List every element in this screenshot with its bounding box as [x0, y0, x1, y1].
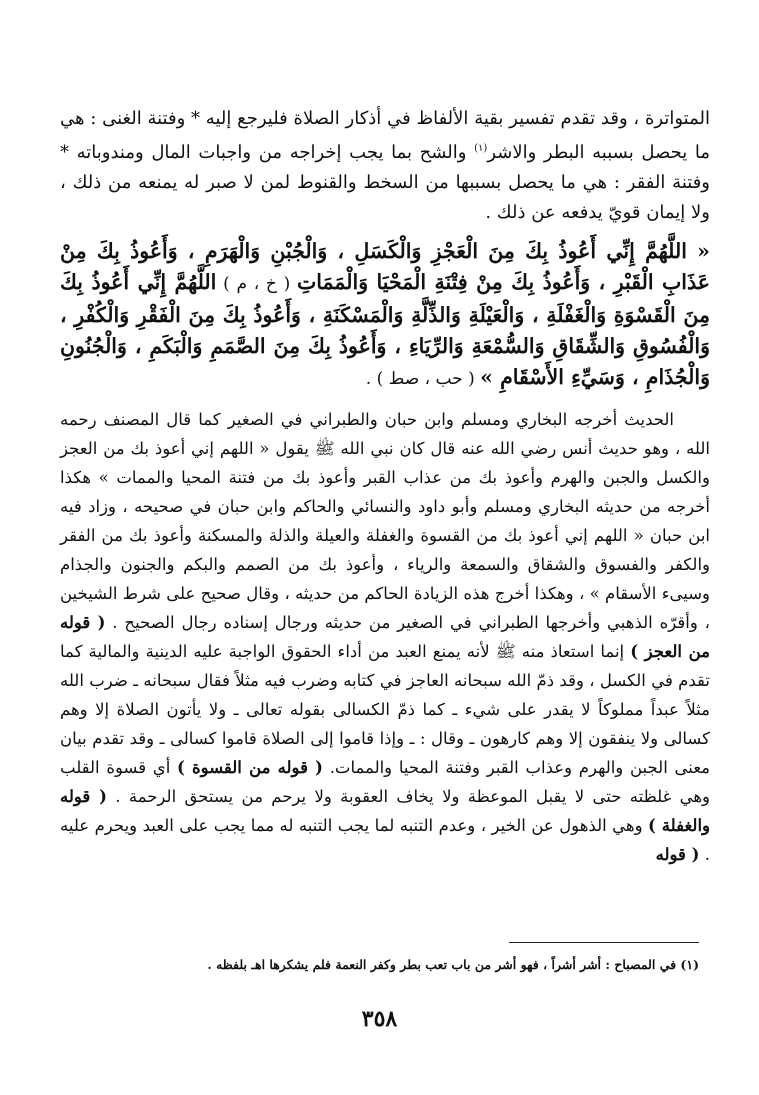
intro-text-part1: المتواترة ، وقد تقدم تفسير بقية الألفاظ في أذكار الصلاة فليرجع إليه * وفتنة الغنى : هي ما يحصل بسببه البطر والاشر [60, 108, 710, 163]
intro-text-part2: والشح بما يجب إخراجه من واجبات المال ومندوباته * وفتنة الفقر : هي ما يحصل بسببها من السخط والقنوط لمن لا صبر له يمنعه من ذلك ، ولا إيمان قويّ يدفعه عن ذلك . [60, 142, 710, 223]
commentary-indent [674, 410, 710, 429]
commentary-paragraph [60, 405, 710, 869]
supplication-part2: اللَّهُمَّ إِنِّي أَعُوذُ بِكَ مِنَ الْقَسْوَةِ وَالْغَفْلَةِ ، وَالْعَيْلَةِ وَالذِّلَّةِ وَالْمَسْكَنَةِ ، وَأَعُوذُ بِكَ مِنَ الْفَقْرِ وَالْكُفْرِ ، وَالْفُسُوقِ وَالشِّقَاقِ وَالسُّمْعَةِ وَالرِّيَاءِ ، وَأَعُوذُ بِكَ مِنَ الصَّمَمِ وَالْبَكَمِ ، وَالْجُنُونِ وَالْجُذَامِ ، وَسَيِّءِ الأَسْقَامِ » [60, 270, 710, 389]
footnote-divider [509, 942, 699, 943]
commentary-text-3: أي قسوة القلب وهي غلظته حتى لا يقبل الموعظة ولا يخاف العقوبة ولا يرحم من يستحق الرحمة . [60, 758, 710, 806]
commentary-text-2: إنما استعاذ منه ﷺ لأنه يمنع العبد من أداء الحقوق الواجبة عليه الدينية والمالية كما تقدم في الكسل ، وقد ذمّ الله سبحانه العاجز في كتابه وضرب فيه مثلاً فقال سبحانه ـ ضرب الله مثلاً عبداً مملوكاً لا يقدر على شيء ـ كما ذمّ الكسالى بقوله تعالى ـ ولا يأتون الصلاة إلا وهم كسالى ولا ينفقون إلا وهم كارهون ـ وقال : ـ وإذا قاموا إلى الصلاة قاموا كسالى ـ وقد تقدم بيان معنى الجبن والهرم وعذاب القبر وفتنة المحيا والممات. [60, 642, 711, 777]
commentary-heading-4: ( قوله [655, 845, 700, 864]
page-number: ٣٥٨ [361, 1006, 398, 1032]
commentary-text-4: وهي الذهول عن الخير ، وعدم التنبه لما يجب التنبه له مما يجب على العبد ويحرم عليه . [60, 816, 710, 864]
commentary-heading-3: ( قوله والغفلة ) [60, 787, 710, 835]
page-body [60, 104, 710, 869]
intro-text [60, 104, 710, 228]
footnote-reference: (١) [474, 143, 488, 154]
commentary-heading-2: ( قوله من القسوة ) [177, 758, 323, 777]
commentary-text-1: الحديث أخرجه البخاري ومسلم وابن حبان والطبراني في الصغير كما قال المصنف رحمه الله ، وهو حديث أنس رضي الله عنه قال كان نبي الله ﷺ يقول « اللهم إني أعوذ بك من العجز والكسل والجبن والهرم وأعوذ بك من عذاب القبر وأعوذ بك من فتنة المحيا والممات » هكذا أخرجه من حديثه البخاري ومسلم وأبو داود والنسائي والحاكم وابن حبان في صحيحه ، وزاد فيه ابن حبان « اللهم إني أعوذ بك من القسوة والغفلة والعيلة والذلة والمسكنة وأعوذ بك من الفقر والكفر والفسوق والشقاق والسمعة والرياء ، وأعوذ بك من الصمم والبكم والجنون والجذام وسيىء الأسقام » ، وهكذا أخرج هذه الزيادة الحاكم من حديثه ، وقال صحيح على شرط الشيخين ، وأقرّه الذهبي وأخرجها الطبراني في الصغير من حديثه ورجال إسناده رجال الصحيح . [60, 410, 710, 632]
source-code-2: ( حب ، صط ) . [365, 369, 481, 389]
commentary-heading-1: ( قوله من العجز ) [60, 613, 711, 661]
source-code-1: ( خ ، م ) [216, 274, 297, 294]
supplication-text [60, 236, 710, 395]
supplication-part1: « اللَّهُمَّ إِنِّي أَعُوذُ بِكَ مِنَ الْعَجْزِ وَالْكَسَلِ ، وَالْجُبْنِ وَالْهَرَمِ ، وَأَعُوذُ بِكَ مِنْ عَذَابِ الْقَبْرِ ، وَأَعُوذُ بِكَ مِنْ فِتْنَةِ الْمَحْيَا وَالْمَمَاتِ [60, 239, 710, 294]
footnote: (١) في المصباح : أشر أشراً ، فهو أشر من باب تعب بطر وكفر النعمة فلم يشكرها اهـ بلفظه . [207, 957, 699, 972]
intro-paragraph [60, 104, 710, 228]
